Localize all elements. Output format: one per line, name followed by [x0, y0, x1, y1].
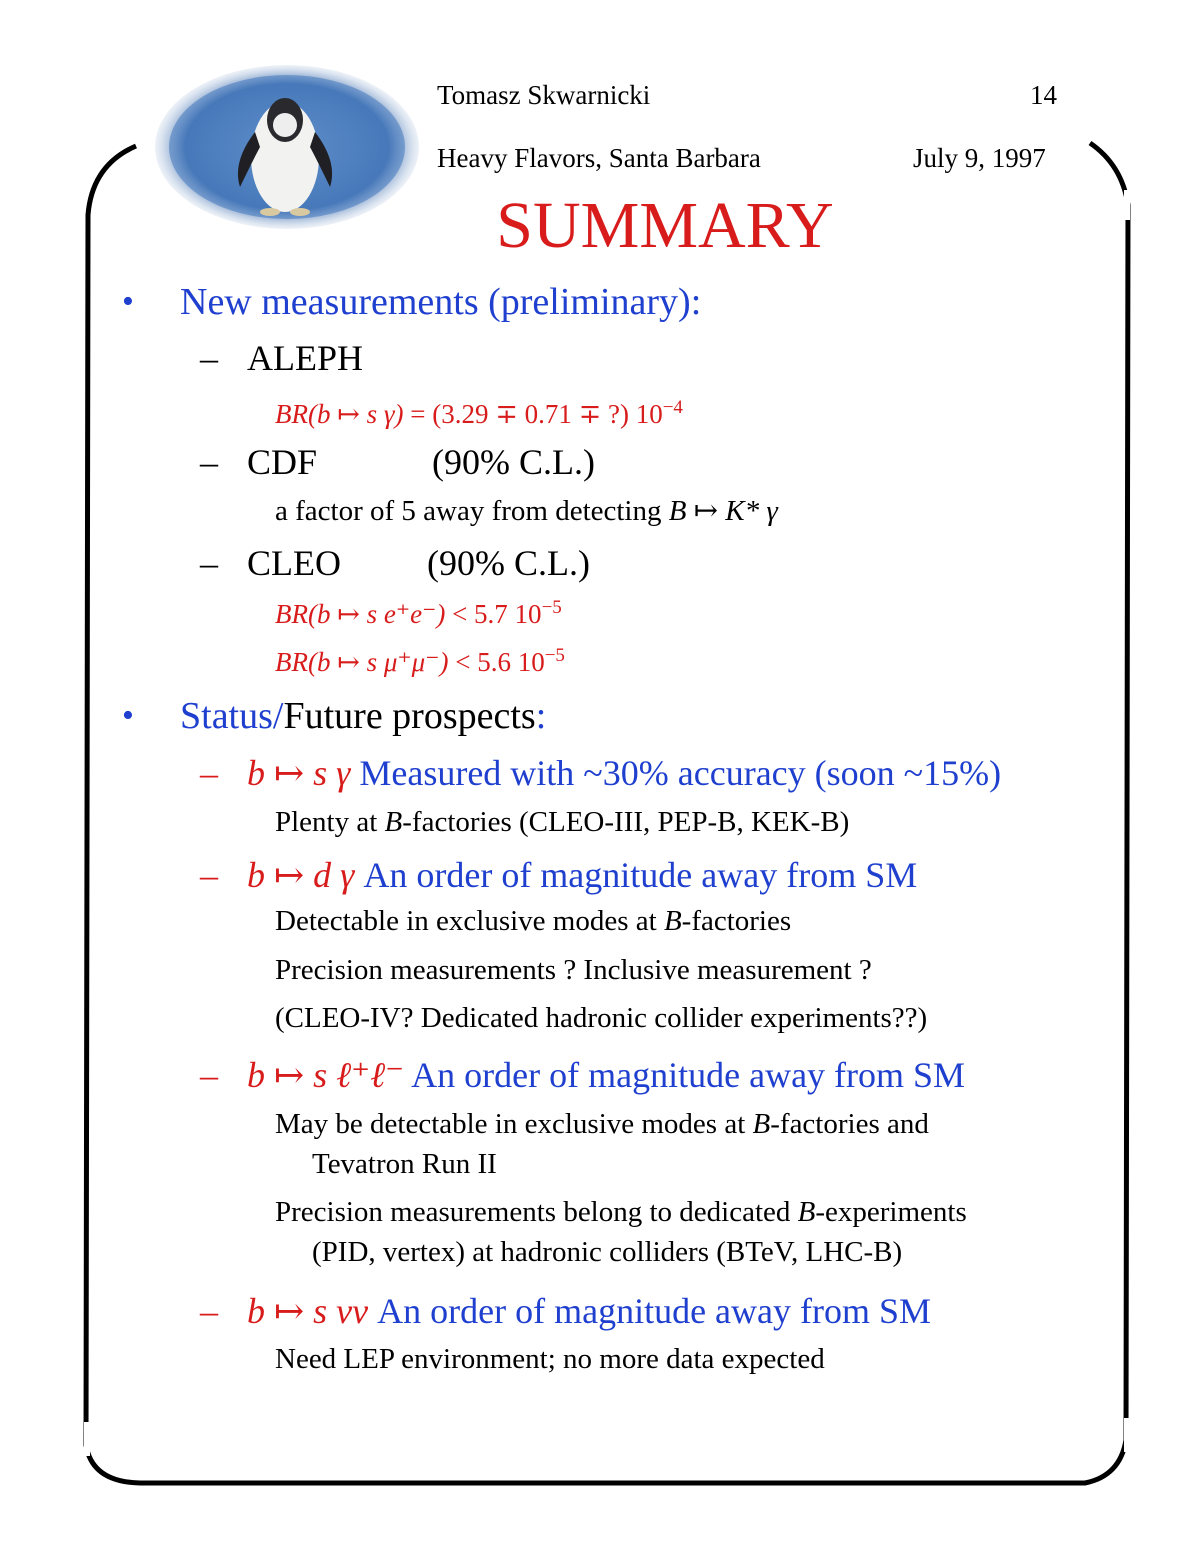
note-text: (CLEO-IV? Dedicated hadronic collider experiments??) [275, 1002, 928, 1034]
dash: – [200, 1291, 218, 1331]
note-text: -factories and [770, 1108, 929, 1140]
note-text: B [752, 1108, 771, 1140]
formula-rhs: = (3.29 ∓ 0.71 ∓ ?) 10 [403, 399, 663, 429]
dash: – [200, 338, 218, 378]
process-note [275, 806, 849, 839]
note-text: Precision measurements ? Inclusive measurement ? [275, 954, 872, 986]
process-item [247, 854, 917, 896]
cleo-formula-mumu [275, 645, 565, 678]
section-heading-status [180, 694, 546, 738]
slide-title: SUMMARY [496, 189, 834, 262]
note-text: -experiments [815, 1196, 967, 1228]
note-text: B [663, 905, 682, 937]
process-note [275, 954, 872, 987]
heading-status: Status/ [180, 695, 284, 737]
event-name: Heavy Flavors, Santa Barbara [437, 143, 761, 173]
dash: – [200, 1055, 218, 1095]
aleph-formula [275, 397, 683, 430]
formula-lhs: BR(b ↦ s μ⁺μ⁻) [275, 647, 449, 677]
cdf-note [275, 493, 778, 528]
process-note [312, 1148, 497, 1181]
note-text: B [797, 1196, 816, 1228]
formula-lhs: BR(b ↦ s γ) [275, 399, 404, 429]
process-status: Measured with ~30% accuracy (soon ~15%) [350, 753, 1002, 793]
process-item [247, 1054, 965, 1096]
event-date: July 9, 1997 [913, 143, 1046, 173]
formula-rhs: < 5.6 10 [448, 647, 545, 677]
process-formula: b ↦ s γ [247, 753, 351, 793]
formula-exponent: −5 [544, 645, 565, 666]
heading-colon: : [535, 695, 547, 737]
process-note [312, 1236, 902, 1269]
note-formula: B ↦ K* γ [668, 495, 778, 527]
formula-lhs: BR(b ↦ s e⁺e⁻) [275, 599, 446, 629]
process-item [247, 752, 1001, 794]
dash: – [200, 543, 218, 583]
process-formula: b ↦ s νν [247, 1291, 369, 1331]
experiment-cdf: CDF [247, 442, 318, 482]
note-text: Need LEP environment; no more data expected [275, 1343, 825, 1375]
note-text: May be detectable in exclusive modes at [275, 1108, 753, 1140]
note-text: Precision measurements belong to dedicated [275, 1196, 798, 1228]
process-status: An order of magnitude away from SM [354, 855, 918, 895]
note-text: B [384, 806, 403, 838]
section-heading-measurements: New measurements (preliminary): [180, 281, 702, 323]
experiment-aleph: ALEPH [247, 338, 363, 378]
note-text: a factor of 5 away from detecting [275, 495, 669, 527]
process-status: An order of magnitude away from SM [404, 1055, 966, 1095]
note-text: Detectable in exclusive modes at [275, 905, 664, 937]
page-number: 14 [1030, 80, 1057, 110]
process-note [275, 1002, 927, 1035]
note-text: -factories [681, 905, 792, 937]
process-formula: b ↦ d γ [247, 855, 355, 895]
process-note [275, 1108, 929, 1141]
cdf-confidence: (90% C.L.) [432, 442, 595, 482]
cleo-confidence: (90% C.L.) [427, 543, 590, 583]
formula-exponent: −4 [662, 397, 683, 418]
dash: – [200, 442, 218, 482]
process-item [247, 1290, 931, 1332]
experiment-cleo: CLEO [247, 543, 341, 583]
heading-future: Future prospects [283, 695, 536, 737]
process-note [275, 905, 791, 938]
bullet: • [122, 283, 134, 320]
note-text: Tevatron Run II [312, 1148, 497, 1180]
author: Tomasz Skwarnicki [437, 80, 651, 110]
formula-exponent: −5 [541, 597, 562, 618]
formula-rhs: < 5.7 10 [445, 599, 542, 629]
note-text: (PID, vertex) at hadronic colliders (BTeV, LHC-B) [312, 1236, 903, 1268]
process-note [275, 1343, 825, 1376]
process-formula: b ↦ s ℓ⁺ℓ⁻ [247, 1055, 405, 1095]
process-status: An order of magnitude away from SM [368, 1291, 932, 1331]
note-text: Plenty at [275, 806, 385, 838]
dash: – [200, 753, 218, 793]
bullet: • [122, 697, 134, 734]
process-note [275, 1196, 967, 1229]
cleo-formula-ee [275, 597, 562, 630]
note-text: -factories (CLEO-III, PEP-B, KEK-B) [402, 806, 850, 838]
dash: – [200, 855, 218, 895]
